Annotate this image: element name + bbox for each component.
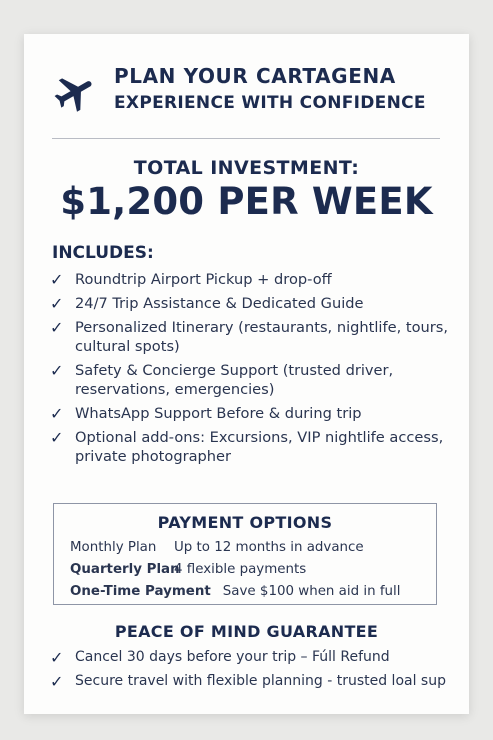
includes-heading: INCLUDES: [52,243,154,263]
list-item [50,318,450,356]
payment-option-quarterly [70,562,306,577]
checkmark-icon: ✓ [50,270,64,289]
payment-option-name: One-Time Payment [70,584,211,599]
checkmark-icon: ✓ [50,648,64,667]
payment-option-desc: 4 flexible payments [174,562,307,577]
investment-label: TOTAL INVESTMENT: [133,157,360,179]
list-item-text: Safety & Concierge Support (trusted driver, reservations, emergencies) [75,362,394,398]
checkmark-icon: ✓ [50,428,64,447]
payment-options-box [53,503,437,605]
list-item-text: WhatsApp Support Before & during trip [75,405,362,422]
payment-option-name: Quarterly Plan [70,562,180,577]
list-item-text: Roundtrip Airport Pickup + drop-off [75,271,332,288]
list-item [50,428,450,466]
list-item-text: 24/7 Trip Assistance & Dedicated Guide [75,295,364,312]
payment-option-desc: Save $100 when aid in full [222,584,401,599]
flyer-card [24,34,469,714]
list-item [50,361,450,399]
checkmark-icon: ✓ [50,294,64,313]
includes-list [50,270,450,471]
list-item [50,270,450,289]
checkmark-icon: ✓ [50,361,64,380]
list-item [50,294,450,313]
checkmark-icon: ✓ [50,404,64,423]
payment-option-one-time [70,584,400,599]
investment-price: $1,200 PER WEEK [60,180,433,223]
list-item [50,648,460,667]
list-item-text: Personalized Itinerary (restaurants, nightlife, tours, cultural spots) [75,319,449,355]
title-line-1: PLAN YOUR CARTAGENA [114,64,396,88]
list-item [50,672,460,691]
airplane-icon [52,70,98,116]
guarantee-list [50,648,460,696]
list-item [50,404,450,423]
title-line-2: EXPERIENCE WITH CONFIDENCE [114,93,426,113]
checkmark-icon: ✓ [50,672,64,691]
list-item-text: Secure travel with flexible planning - trusted loal sup [75,673,446,689]
payment-option-desc: Up to 12 months in advance [174,540,364,555]
payment-option-name: Monthly Plan [70,540,157,555]
guarantee-title: PEACE OF MIND GUARANTEE [114,622,379,641]
header [52,64,452,124]
list-item-text: Cancel 30 days before your trip – Fúll Refund [75,649,390,665]
payment-option-monthly [70,540,364,555]
checkmark-icon: ✓ [50,318,64,337]
divider [52,138,440,139]
payment-options-title: PAYMENT OPTIONS [157,513,333,532]
list-item-text: Optional add-ons: Excursions, VIP nightlife access, private photographer [75,429,444,465]
